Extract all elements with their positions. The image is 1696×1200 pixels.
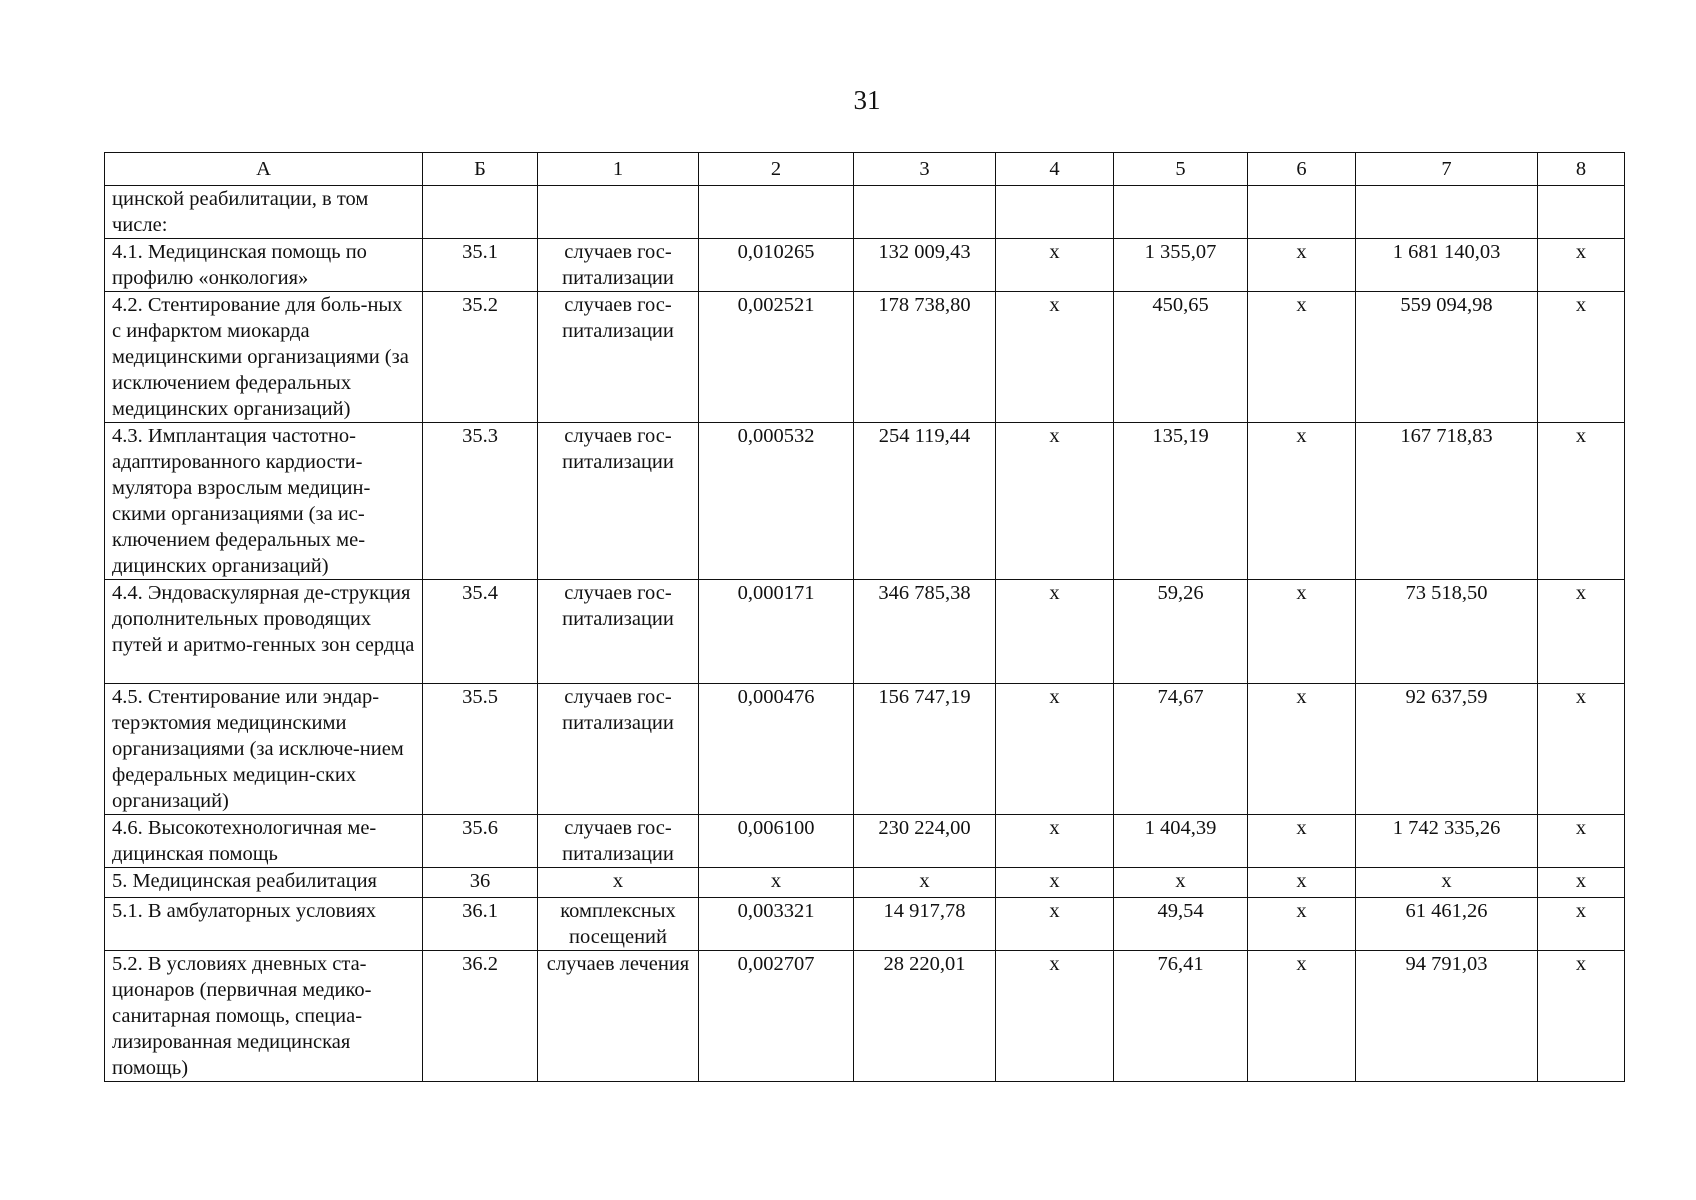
table-cell xyxy=(1114,186,1248,239)
table-cell: 35.4 xyxy=(423,580,538,684)
table-cell: х xyxy=(996,898,1114,951)
table-cell: 35.5 xyxy=(423,684,538,815)
table-cell: 35.1 xyxy=(423,239,538,292)
table-cell xyxy=(423,186,538,239)
table-cell: х xyxy=(854,868,996,898)
table-row xyxy=(105,951,1625,1082)
table-cell: 0,000476 xyxy=(699,684,854,815)
table-cell: 35.3 xyxy=(423,423,538,580)
table-row xyxy=(105,423,1625,580)
table-cell: х xyxy=(1538,580,1625,684)
table-cell: х xyxy=(1248,815,1356,868)
header-cell: 7 xyxy=(1356,153,1538,186)
table-cell: 0,006100 xyxy=(699,815,854,868)
table-cell: х xyxy=(1248,868,1356,898)
table-cell xyxy=(996,186,1114,239)
table-cell: х xyxy=(1538,898,1625,951)
table-cell: 0,010265 xyxy=(699,239,854,292)
table-cell: х xyxy=(1248,684,1356,815)
table-cell: х xyxy=(1538,815,1625,868)
table-cell: х xyxy=(996,423,1114,580)
table-cell: 5.2. В условиях дневных ста-ционаров (первичная медико-санитарная помощь, специа-лизированная медицинская помощь) xyxy=(105,951,423,1082)
table-cell: х xyxy=(1248,423,1356,580)
table-cell: х xyxy=(996,815,1114,868)
table-cell: х xyxy=(996,292,1114,423)
table-cell: 230 224,00 xyxy=(854,815,996,868)
table-cell: случаев гос-питализации xyxy=(538,580,699,684)
table-cell: цинской реабилитации, в том числе: xyxy=(105,186,423,239)
table-cell: 94 791,03 xyxy=(1356,951,1538,1082)
table-row xyxy=(105,186,1625,239)
header-cell: 5 xyxy=(1114,153,1248,186)
table-cell: х xyxy=(699,868,854,898)
table-cell: х xyxy=(538,868,699,898)
table-cell: 92 637,59 xyxy=(1356,684,1538,815)
table-cell: 35.2 xyxy=(423,292,538,423)
table-cell: 1 355,07 xyxy=(1114,239,1248,292)
table-cell xyxy=(1538,186,1625,239)
header-cell: Б xyxy=(423,153,538,186)
table-cell: х xyxy=(996,951,1114,1082)
table-row xyxy=(105,239,1625,292)
table-cell: х xyxy=(1538,423,1625,580)
table-row xyxy=(105,684,1625,815)
table-cell: х xyxy=(1248,951,1356,1082)
table-cell: 74,67 xyxy=(1114,684,1248,815)
table-cell: 254 119,44 xyxy=(854,423,996,580)
table-cell: 36.2 xyxy=(423,951,538,1082)
table-cell: 4.3. Имплантация частотно-адаптированного кардиости-мулятора взрослым медицин-скими организациями (за ис-ключением федеральных ме-дицинских организаций) xyxy=(105,423,423,580)
table-row xyxy=(105,898,1625,951)
table-cell: 49,54 xyxy=(1114,898,1248,951)
table-cell: 346 785,38 xyxy=(854,580,996,684)
table-cell: 135,19 xyxy=(1114,423,1248,580)
table-cell: 36.1 xyxy=(423,898,538,951)
table-cell: случаев лечения xyxy=(538,951,699,1082)
table-cell xyxy=(1248,186,1356,239)
table-cell: 4.1. Медицинская помощь по профилю «онкология» xyxy=(105,239,423,292)
table-cell: х xyxy=(1538,868,1625,898)
page-number: 31 xyxy=(853,85,881,115)
header-cell: А xyxy=(105,153,423,186)
table-cell: х xyxy=(1538,951,1625,1082)
table-cell: 35.6 xyxy=(423,815,538,868)
table-cell: х xyxy=(1114,868,1248,898)
table-cell: х xyxy=(996,868,1114,898)
table-cell: 0,000532 xyxy=(699,423,854,580)
header-row xyxy=(105,153,1625,186)
table-cell: 1 681 140,03 xyxy=(1356,239,1538,292)
table-cell: 132 009,43 xyxy=(854,239,996,292)
table-cell: комплексных посещений xyxy=(538,898,699,951)
table-cell: случаев гос-питализации xyxy=(538,815,699,868)
table-cell: 4.6. Высокотехнологичная ме-дицинская помощь xyxy=(105,815,423,868)
table-cell: случаев гос-питализации xyxy=(538,292,699,423)
table-cell: х xyxy=(1356,868,1538,898)
table-cell: х xyxy=(1538,684,1625,815)
header-cell: 1 xyxy=(538,153,699,186)
table-cell xyxy=(1356,186,1538,239)
table-cell: 450,65 xyxy=(1114,292,1248,423)
table-cell: 61 461,26 xyxy=(1356,898,1538,951)
table-cell: х xyxy=(1248,292,1356,423)
header-cell: 6 xyxy=(1248,153,1356,186)
table-cell: 4.2. Стентирование для боль-ных с инфарктом миокарда медицинскими организациями (за исключением федеральных медицинских организаций) xyxy=(105,292,423,423)
table-row xyxy=(105,815,1625,868)
table-cell: 0,002707 xyxy=(699,951,854,1082)
table-row xyxy=(105,868,1625,898)
table-cell: 1 404,39 xyxy=(1114,815,1248,868)
table-cell xyxy=(854,186,996,239)
table-row xyxy=(105,292,1625,423)
table-cell: 1 742 335,26 xyxy=(1356,815,1538,868)
header-cell: 3 xyxy=(854,153,996,186)
table-cell: 5.1. В амбулаторных условиях xyxy=(105,898,423,951)
financial-table xyxy=(104,152,1625,1082)
table-cell: 73 518,50 xyxy=(1356,580,1538,684)
table-cell: х xyxy=(996,580,1114,684)
header-cell: 8 xyxy=(1538,153,1625,186)
table-cell: 5. Медицинская реабилитация xyxy=(105,868,423,898)
table-cell xyxy=(699,186,854,239)
table-cell: 36 xyxy=(423,868,538,898)
table-cell: 76,41 xyxy=(1114,951,1248,1082)
table-row xyxy=(105,580,1625,684)
table-cell: 156 747,19 xyxy=(854,684,996,815)
table-cell: 4.4. Эндоваскулярная де-струкция дополнительных проводящих путей и аритмо-генных зон сердца xyxy=(105,580,423,684)
table-cell: 0,003321 xyxy=(699,898,854,951)
header-cell: 4 xyxy=(996,153,1114,186)
table-cell: 0,000171 xyxy=(699,580,854,684)
table-cell: 559 094,98 xyxy=(1356,292,1538,423)
table-cell: х xyxy=(1248,580,1356,684)
table-cell: 178 738,80 xyxy=(854,292,996,423)
table-cell: х xyxy=(996,684,1114,815)
table-cell: 167 718,83 xyxy=(1356,423,1538,580)
table-cell: х xyxy=(1538,292,1625,423)
table-cell: случаев гос-питализации xyxy=(538,239,699,292)
table-cell: х xyxy=(1248,239,1356,292)
header-cell: 2 xyxy=(699,153,854,186)
table-body xyxy=(105,186,1625,1082)
table-cell: 28 220,01 xyxy=(854,951,996,1082)
table-cell: х xyxy=(996,239,1114,292)
table-cell: х xyxy=(1248,898,1356,951)
table-cell: 4.5. Стентирование или эндар-терэктомия медицинскими организациями (за исключе-нием федеральных медицин-ских организаций) xyxy=(105,684,423,815)
table-cell xyxy=(538,186,699,239)
table-cell: 59,26 xyxy=(1114,580,1248,684)
table-cell: случаев гос-питализации xyxy=(538,423,699,580)
table-cell: случаев гос-питализации xyxy=(538,684,699,815)
table-cell: 14 917,78 xyxy=(854,898,996,951)
table-cell: х xyxy=(1538,239,1625,292)
table-cell: 0,002521 xyxy=(699,292,854,423)
